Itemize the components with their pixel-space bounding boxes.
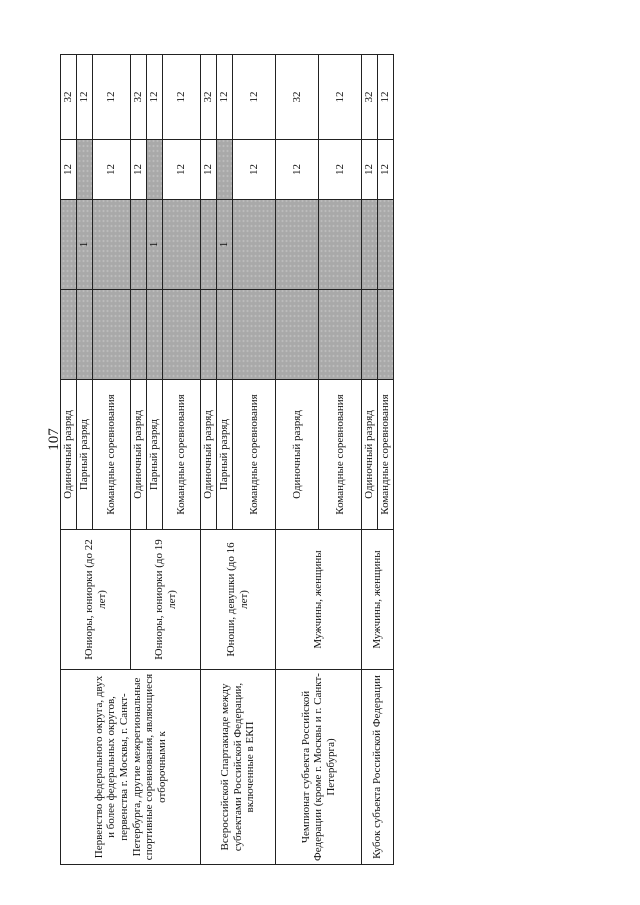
- value-cell: 12: [378, 55, 394, 140]
- value-cell: 12: [77, 55, 93, 140]
- value-cell: 12: [378, 140, 394, 200]
- discipline-cell: Парный разряд: [217, 380, 233, 530]
- value-cell: [319, 290, 362, 380]
- value-cell: 1: [147, 200, 163, 290]
- value-cell: [131, 200, 147, 290]
- discipline-cell: Командные соревнования: [233, 380, 276, 530]
- table-row: [276, 55, 319, 865]
- value-cell: 12: [362, 140, 378, 200]
- value-cell: 12: [163, 140, 201, 200]
- table-row: [362, 55, 378, 865]
- value-cell: 32: [131, 55, 147, 140]
- value-cell: [147, 140, 163, 200]
- age-group-cell: Юниоры, юниорки (до 22 лет): [61, 530, 131, 670]
- value-cell: [362, 290, 378, 380]
- qualification-table: [60, 54, 394, 865]
- discipline-cell: Командные соревнования: [163, 380, 201, 530]
- table-row: [61, 55, 77, 865]
- value-cell: 1: [77, 200, 93, 290]
- value-cell: [163, 200, 201, 290]
- value-cell: [362, 200, 378, 290]
- discipline-cell: Командные соревнования: [93, 380, 131, 530]
- value-cell: 1: [217, 200, 233, 290]
- value-cell: 12: [319, 140, 362, 200]
- discipline-cell: Парный разряд: [147, 380, 163, 530]
- value-cell: 12: [201, 140, 217, 200]
- value-cell: 12: [61, 140, 77, 200]
- value-cell: [201, 290, 217, 380]
- value-cell: 12: [147, 55, 163, 140]
- table-row: [201, 55, 217, 865]
- value-cell: [163, 290, 201, 380]
- value-cell: 12: [93, 140, 131, 200]
- value-cell: [378, 200, 394, 290]
- value-cell: [93, 200, 131, 290]
- competition-cell: Чемпионат субъекта Российской Федерации (кроме г. Москвы и г. Санкт-Петербурга): [276, 670, 362, 865]
- discipline-cell: Одиночный разряд: [276, 380, 319, 530]
- value-cell: [276, 290, 319, 380]
- value-cell: 12: [233, 55, 276, 140]
- discipline-cell: Парный разряд: [77, 380, 93, 530]
- value-cell: [131, 290, 147, 380]
- value-cell: [201, 200, 217, 290]
- value-cell: [217, 290, 233, 380]
- value-cell: [147, 290, 163, 380]
- table-body: [61, 55, 394, 865]
- value-cell: 12: [131, 140, 147, 200]
- competition-cell: Всероссийской Спартакиаде между субъектами Российской Федерации, включенные в ЕКП: [201, 670, 276, 865]
- table-sheet: [60, 55, 392, 865]
- value-cell: [217, 140, 233, 200]
- discipline-cell: Одиночный разряд: [201, 380, 217, 530]
- discipline-cell: Одиночный разряд: [131, 380, 147, 530]
- age-group-cell: Мужчины, женщины: [362, 530, 394, 670]
- age-group-cell: Юноши, девушки (до 16 лет): [201, 530, 276, 670]
- value-cell: 32: [61, 55, 77, 140]
- age-group-cell: Юниоры, юниорки (до 19 лет): [131, 530, 201, 670]
- page-number: 107: [45, 428, 62, 451]
- discipline-cell: Одиночный разряд: [61, 380, 77, 530]
- value-cell: 32: [276, 55, 319, 140]
- value-cell: 12: [163, 55, 201, 140]
- competition-cell: Кубок субъекта Российской Федерации: [362, 670, 394, 865]
- value-cell: [93, 290, 131, 380]
- value-cell: 12: [276, 140, 319, 200]
- value-cell: 12: [319, 55, 362, 140]
- discipline-cell: Одиночный разряд: [362, 380, 378, 530]
- value-cell: 32: [201, 55, 217, 140]
- value-cell: [319, 200, 362, 290]
- value-cell: [61, 200, 77, 290]
- value-cell: 12: [233, 140, 276, 200]
- value-cell: [378, 290, 394, 380]
- value-cell: [61, 290, 77, 380]
- value-cell: 12: [217, 55, 233, 140]
- value-cell: [233, 290, 276, 380]
- value-cell: [276, 200, 319, 290]
- discipline-cell: Командные соревнования: [319, 380, 362, 530]
- competition-cell: Первенство федерального округа, двух и более федеральных округов, первенства г. Москвы, г. Санкт-Петербурга, другие межрегиональные спортивные соревнования, являющиеся отборочными к: [61, 670, 201, 865]
- value-cell: [233, 200, 276, 290]
- value-cell: [77, 290, 93, 380]
- value-cell: [77, 140, 93, 200]
- discipline-cell: Командные соревнования: [378, 380, 394, 530]
- age-group-cell: Мужчины, женщины: [276, 530, 362, 670]
- value-cell: 32: [362, 55, 378, 140]
- value-cell: 12: [93, 55, 131, 140]
